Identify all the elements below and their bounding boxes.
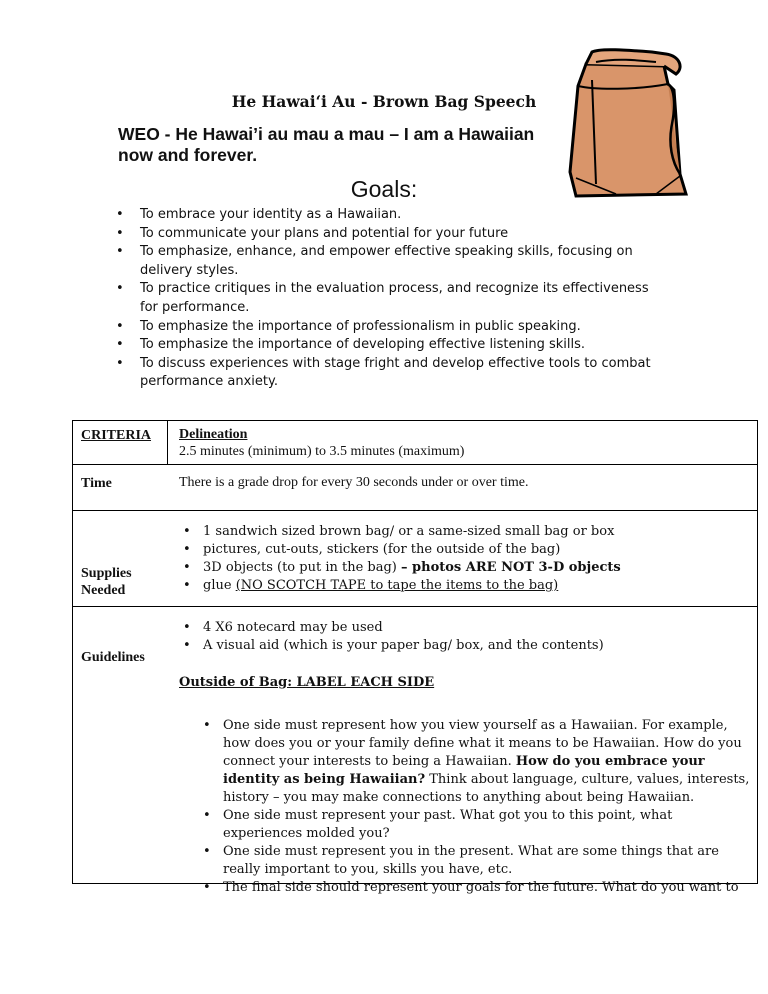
outside-bag-heading: Outside of Bag: LABEL EACH SIDE [179,675,435,690]
guidelines-label: Guidelines [81,650,145,665]
row-divider [73,606,757,607]
supplies-label: Supplies Needed [81,566,132,598]
row-divider [73,464,757,465]
guideline-item: • A visual aid (which is your paper bag/ box, and the contents) [179,637,749,655]
time-label: Time [81,476,112,491]
supply-item [179,559,749,577]
supplies-list [179,523,749,595]
guidelines-list [179,619,749,655]
criteria-header: CRITERIA [81,428,152,443]
guideline-item: • 4 X6 notecard may be used [179,619,749,637]
delineation-header: Delineation [179,427,248,442]
supply-item: • 1 sandwich sized brown bag/ or a same-sized small bag or box [179,523,749,541]
goal-item: • To emphasize the importance of professionalism in public speaking. [118,318,658,337]
goal-item: • To discuss experiences with stage fright and develop effective tools to combat performance anxiety. [118,355,658,392]
side-text: Think about language, culture, values, interests, history – you may make connections to anything about being Hawaiian. [223,772,750,805]
goal-item: • To emphasize, enhance, and empower effective speaking skills, focusing on delivery styles. [118,243,658,280]
bag-sides-list [199,717,751,897]
row-divider [73,510,757,511]
bag-side-item [199,717,751,807]
time-range: 2.5 minutes (minimum) to 3.5 minutes (maximum) [179,444,465,459]
column-divider [167,421,168,465]
goal-item: • To embrace your identity as a Hawaiian. [118,206,658,225]
goals-heading: Goals: [350,176,418,202]
goal-item: • To communicate your plans and potential for your future [118,225,658,244]
goals-list [118,206,658,392]
supply-item [179,577,749,595]
supply-text: glue [203,578,232,593]
side-emphasis: How do you embrace your identity as being Hawaiian? [223,754,705,787]
page-title: He Hawaiʻi Au - Brown Bag Speech [231,92,537,111]
bag-side-item: • One side must represent your past. What got you to this point, what experiences molded you? [199,807,751,843]
weo-statement: WEO - He Hawai’i au mau a mau – I am a Hawaiian now and forever. [118,124,535,165]
goal-item: • To practice critiques in the evaluation process, and recognize its effectiveness for performance. [118,280,658,317]
criteria-table [72,420,758,895]
bag-side-item: • The final side should represent your goals for the future. What do you want to [199,879,751,897]
time-note: There is a grade drop for every 30 seconds under or over time. [179,475,529,490]
supply-text: 3D objects (to put in the bag) [203,560,397,575]
bag-side-item: • One side must represent you in the present. What are some things that are really important to you, skills you have, etc. [199,843,751,879]
goal-item: • To emphasize the importance of developing effective listening skills. [118,336,658,355]
supply-item: • pictures, cut-outs, stickers (for the outside of the bag) [179,541,749,559]
supply-warning: – photos ARE NOT 3-D objects [401,560,621,575]
side-text: One side must represent how you view yourself as a Hawaiian. For example, how does you or your family define what it means to be Hawaiian. How do you connect your interests to being a Hawaiian. [223,718,742,769]
supply-warning: (NO SCOTCH TAPE to tape the items to the bag) [235,578,559,593]
brown-bag-illustration [556,44,696,204]
